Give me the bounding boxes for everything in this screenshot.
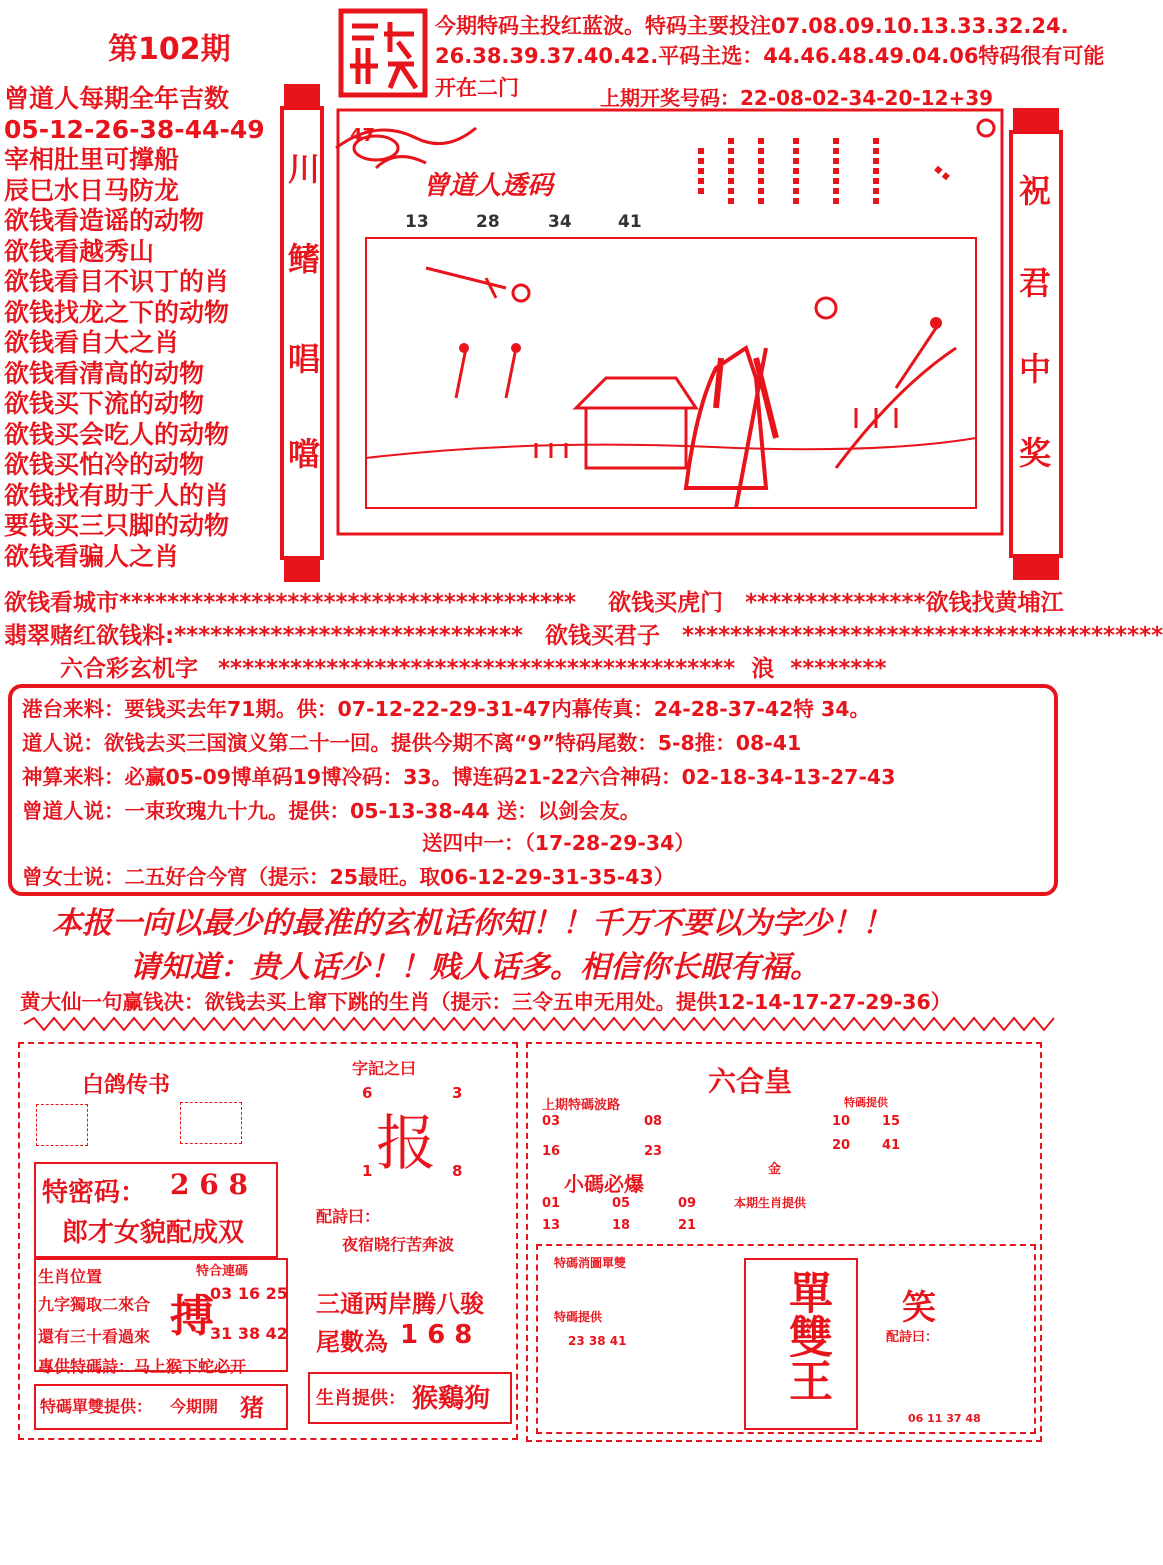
- num-cell: 01: [542, 1196, 561, 1211]
- left-hint-list: [4, 84, 279, 572]
- star-line-1-c: ***************: [745, 590, 926, 616]
- box-line: 神算来料：必赢05-09博单码19博冷码：33。博连码21-22六合神码：02-18-34-13-27-43: [22, 765, 896, 789]
- tail-title: 特碼消圖單雙: [554, 1256, 627, 1270]
- num-cell: 16: [542, 1144, 561, 1159]
- bo-nums: 03 16 25: [210, 1284, 288, 1303]
- star-line-2-a: 翡翠赌红欲钱料:*****************************: [4, 623, 524, 649]
- last-draw: 上期开奖号码：22-08-02-34-20-12+39: [600, 86, 994, 110]
- scroll-left-char: 川: [288, 150, 321, 188]
- special-nums: 2 6 8: [170, 1168, 248, 1201]
- header-line-2: 26.38.39.37.40.42.平码主选：44.46.48.49.04.06特码很有可能: [435, 44, 1105, 68]
- num-cell: 21: [678, 1218, 697, 1233]
- scroll-right-char: 奖: [1019, 434, 1052, 472]
- num-cell: 23: [644, 1144, 663, 1159]
- list-item: 欲钱找有助于人的肖: [4, 480, 230, 510]
- num-cell: 05: [612, 1196, 631, 1211]
- num-cell: 09: [678, 1196, 697, 1211]
- jin: 金: [768, 1162, 782, 1177]
- scroll-number: 13: [405, 212, 429, 232]
- list-item: 欲钱看造谣的动物: [4, 206, 205, 235]
- last-label: 上期特碼波路: [542, 1098, 621, 1113]
- list-item: 辰巳水日马防龙: [4, 175, 180, 205]
- zodiac-line: 還有三十看過來: [38, 1327, 151, 1346]
- couplet: 郎才女貌配成双: [62, 1218, 245, 1248]
- num-cell: 13: [542, 1218, 561, 1233]
- star-line-1-a: 欲钱看城市**************************************: [4, 590, 577, 616]
- zi-num: 1: [362, 1162, 373, 1180]
- star-line-1: [4, 584, 1064, 617]
- zodiac-line: 九字獨取二來合: [38, 1295, 151, 1314]
- scroll-right: [1005, 108, 1067, 582]
- star-line-3-c: 浪: [751, 656, 775, 682]
- bottom-right-panel: [526, 1042, 1042, 1442]
- zi-num: 6: [362, 1084, 373, 1102]
- bo-nums: 31 38 42: [210, 1324, 288, 1343]
- star-line-3-d: ********: [790, 656, 887, 682]
- star-line-2-c: ****************************************: [682, 623, 1163, 649]
- tip: 特碼提供: [554, 1310, 603, 1324]
- right-label: 配詩曰：: [886, 1330, 939, 1345]
- tip-nums: 23 38 41: [568, 1334, 627, 1348]
- zodiac-line: 生肖位置: [38, 1267, 103, 1286]
- right-nums: 06 11 37 48: [908, 1412, 981, 1425]
- small-label: 小碼必爆: [564, 1172, 644, 1196]
- bo-top: 特合連碼: [196, 1264, 249, 1279]
- list-item: 欲钱看清高的动物: [4, 358, 205, 388]
- list-item: 欲钱买下流的动物: [4, 389, 205, 418]
- scroll-number: 34: [548, 212, 572, 232]
- zi-title: 字記之曰: [352, 1059, 417, 1078]
- star-line-2: [4, 617, 1163, 650]
- poem: 專供特碼詩：马上猴下蛇必开: [38, 1357, 247, 1376]
- num-cell: 18: [612, 1218, 631, 1233]
- sx-provide-val: 猴鷄狗: [412, 1384, 491, 1414]
- right-title: 笑: [902, 1288, 936, 1328]
- num-cell: 20: [832, 1138, 851, 1153]
- box-line: 曾道人说：一束玫瑰九十九。提供：05-13-38-44 送：以剑会友。: [22, 799, 641, 823]
- header-line-1: 今期特码主投红蓝波。特码主要投注07.08.09.10.13.33.32.24.: [435, 14, 1069, 38]
- issue-number: 第102期: [108, 32, 231, 67]
- star-line-3: [60, 650, 886, 683]
- list-item: 要钱买三只脚的动物: [4, 511, 230, 540]
- list-item: 欲钱买会吃人的动物: [4, 419, 230, 449]
- huang-daxian-tip: 黄大仙一句赢钱决：欲钱去买上窜下跳的生肖（提示：三令五申无用处。提供12-14-17-27-29-36）: [20, 990, 952, 1014]
- sx-value: 今期開: [170, 1397, 219, 1416]
- star-line-1-d: 欲钱找黄埔江: [925, 590, 1064, 616]
- list-item: 欲钱看目不识丁的肖: [4, 267, 230, 296]
- num-cell: 10: [832, 1114, 851, 1129]
- pei-text: 夜宿晓行苦奔波: [342, 1235, 455, 1254]
- scroll-left-char: 鳍: [288, 240, 321, 278]
- box-line: 港台来料：要钱买去年71期。供：07-12-22-29-31-47内幕传真：24-28-37-42特 34。: [22, 697, 871, 721]
- slogan-1: 本报一向以最少的最准的玄机话你知！！千万不要以为字少！！: [52, 906, 892, 941]
- sx-label: 特碼單雙提供：: [40, 1397, 153, 1416]
- tbl-label: 特碼提供: [844, 1096, 888, 1109]
- scroll-left: [278, 84, 326, 584]
- seal-logo-icon: [338, 8, 428, 98]
- box-line: 曾女士说：二五好合今宵（提示：25最旺。取06-12-29-31-35-43）: [22, 865, 675, 889]
- slogan-2: 请知道：贵人话少！！贱人话多。相信你长眼有福。: [130, 950, 820, 985]
- star-line-3-b: *******************************************: [218, 656, 736, 682]
- scroll-left-char: 噹: [288, 435, 321, 473]
- num-cell: 41: [882, 1138, 901, 1153]
- tail-nums: 1 6 8: [400, 1320, 473, 1350]
- special-label: 特密码：: [42, 1178, 147, 1208]
- box-line: 道人说：欲钱去买三国演义第二十一回。提供今期不离“9”特码尾数：5-8推：08-41: [22, 731, 802, 755]
- box-line: 送四中一：（17-28-29-34）: [422, 831, 695, 855]
- list-item: 曾道人每期全年吉数: [4, 84, 230, 113]
- bottom-left-panel: [18, 1042, 518, 1440]
- stamp-box: [180, 1102, 242, 1144]
- zigzag-divider-icon: [24, 1017, 1054, 1031]
- shengxiao: 本期生肖提供: [734, 1196, 807, 1210]
- scroll-right-char: 祝: [1019, 172, 1052, 210]
- liuhe-title: 六合皇: [708, 1065, 793, 1098]
- num-cell: 15: [882, 1114, 901, 1129]
- list-item: 05-12-26-38-44-49: [4, 114, 265, 144]
- scroll-num47: 47: [350, 125, 376, 146]
- scroll-title: 曾道人透码: [423, 171, 554, 201]
- list-item: 欲钱买怕冷的动物: [4, 450, 205, 479]
- tail-label: 尾數為: [316, 1328, 388, 1356]
- star-line-2-b: 欲钱买君子: [545, 623, 661, 649]
- zi-char: 报: [376, 1109, 436, 1179]
- bo-char: 搏: [170, 1291, 214, 1342]
- zi-num: 3: [452, 1084, 463, 1102]
- num-cell: 08: [644, 1114, 663, 1129]
- info-box: [8, 684, 1058, 896]
- sx-provide: 生肖提供：: [316, 1388, 406, 1409]
- scroll-right-char: 君: [1019, 264, 1052, 302]
- brand-title: 白鸽传书: [82, 1072, 171, 1098]
- list-item: 欲钱看越秀山: [4, 236, 155, 266]
- scroll-number: 28: [476, 212, 500, 232]
- list-item: 欲钱找龙之下的动物: [4, 297, 230, 327]
- scroll-left-char: 唱: [288, 340, 321, 378]
- single-king: 單雙王: [781, 1270, 832, 1402]
- header-line-3: 开在二门: [435, 76, 519, 100]
- star-line-1-b: 欲钱买虎门: [608, 590, 724, 616]
- sx-zodiac: 猪: [240, 1394, 264, 1422]
- list-item: 宰相肚里可撑船: [4, 145, 180, 174]
- pei-label: 配詩曰：: [316, 1207, 381, 1226]
- star-line-3-a: 六合彩玄机字: [60, 656, 198, 682]
- scroll-number: 41: [618, 212, 642, 232]
- list-item: 欲钱看骗人之肖: [4, 541, 180, 571]
- sanbu: 三通两岸腾八骏: [316, 1290, 484, 1318]
- zi-num: 8: [452, 1162, 463, 1180]
- scroll-right-char: 中: [1019, 350, 1052, 388]
- list-item: 欲钱看自大之肖: [4, 328, 180, 357]
- num-cell: 03: [542, 1114, 561, 1129]
- stamp-box: [36, 1104, 88, 1146]
